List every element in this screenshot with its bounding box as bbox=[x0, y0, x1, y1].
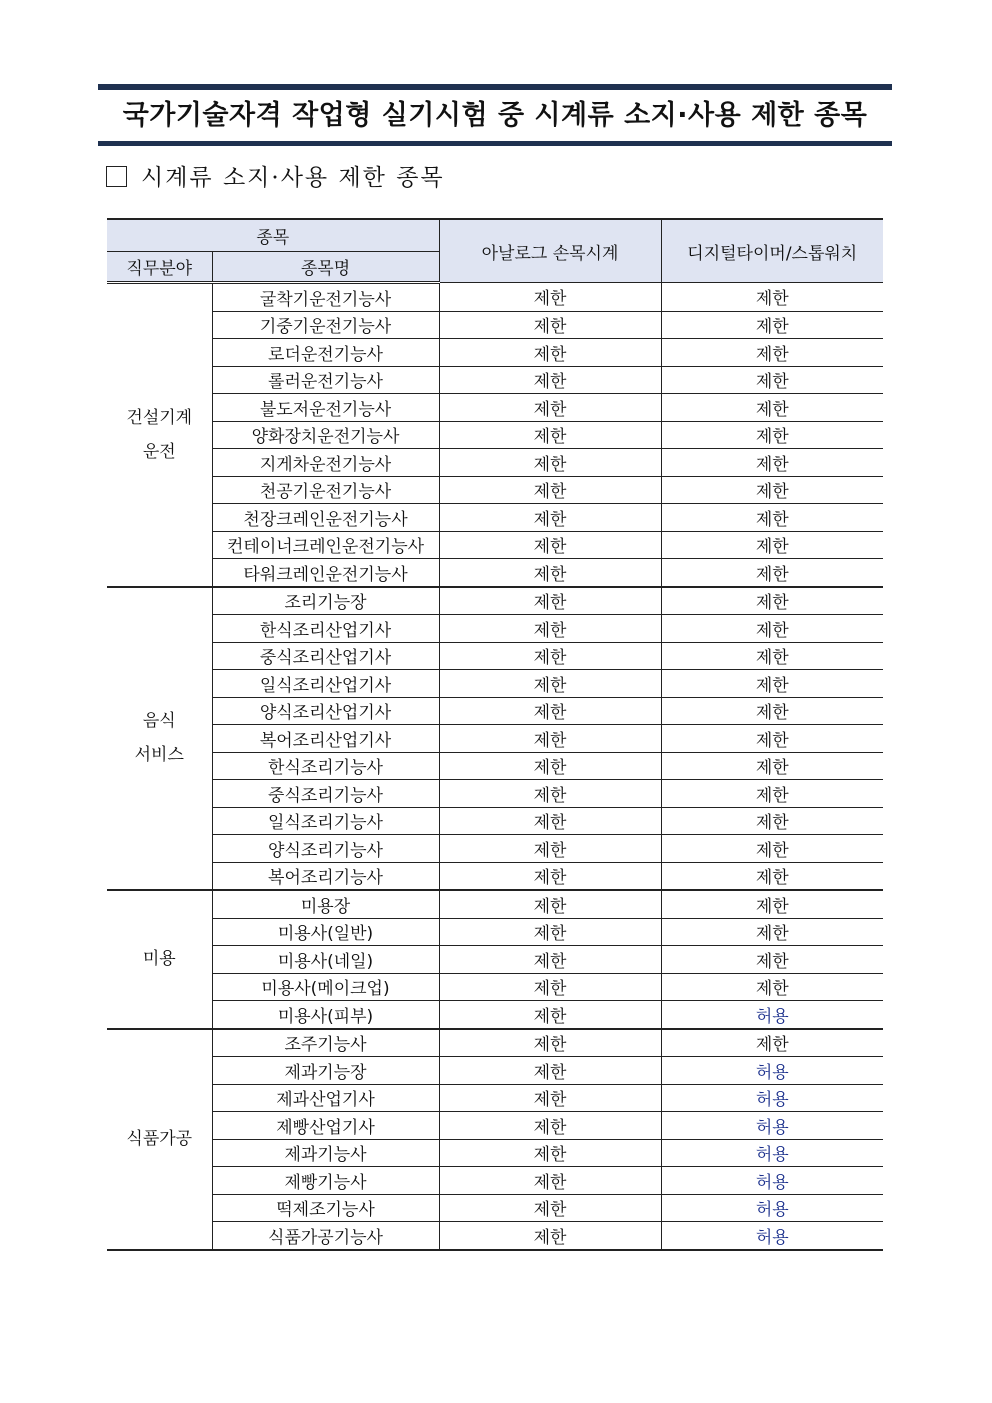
table-row bbox=[107, 1194, 883, 1222]
analog-watch-cell: 제한 bbox=[439, 1112, 661, 1140]
table-row bbox=[107, 890, 883, 918]
table-row bbox=[107, 1167, 883, 1195]
event-name-cell: 조리기능장 bbox=[212, 587, 439, 615]
analog-watch-cell: 제한 bbox=[439, 670, 661, 698]
table-row bbox=[107, 752, 883, 780]
table-row bbox=[107, 1222, 883, 1250]
empty-box-icon bbox=[106, 166, 127, 187]
digital-timer-cell: 제한 bbox=[661, 642, 883, 670]
analog-watch-cell: 제한 bbox=[439, 559, 661, 587]
table-row bbox=[107, 670, 883, 698]
analog-watch-cell: 제한 bbox=[439, 1084, 661, 1112]
event-name-cell: 양화장치운전기능사 bbox=[212, 421, 439, 449]
digital-timer-cell: 허용 bbox=[661, 1167, 883, 1195]
header-event: 종목 bbox=[107, 219, 439, 252]
event-name-cell: 양식조리기능사 bbox=[212, 835, 439, 863]
analog-watch-cell: 제한 bbox=[439, 615, 661, 643]
table-row bbox=[107, 642, 883, 670]
digital-timer-cell: 제한 bbox=[661, 946, 883, 974]
digital-timer-cell: 허용 bbox=[661, 1139, 883, 1167]
event-name-cell: 천공기운전기능사 bbox=[212, 476, 439, 504]
analog-watch-cell: 제한 bbox=[439, 1222, 661, 1250]
digital-timer-cell: 제한 bbox=[661, 366, 883, 394]
event-name-cell: 중식조리산업기사 bbox=[212, 642, 439, 670]
event-name-cell: 제빵산업기사 bbox=[212, 1112, 439, 1140]
table-row bbox=[107, 476, 883, 504]
digital-timer-cell: 허용 bbox=[661, 1222, 883, 1250]
restriction-table bbox=[107, 218, 883, 1251]
analog-watch-cell: 제한 bbox=[439, 504, 661, 532]
analog-watch-cell: 제한 bbox=[439, 890, 661, 918]
table-row bbox=[107, 1112, 883, 1140]
event-name-cell: 롤러운전기능사 bbox=[212, 366, 439, 394]
table-row bbox=[107, 1084, 883, 1112]
table-row bbox=[107, 807, 883, 835]
event-name-cell: 로더운전기능사 bbox=[212, 339, 439, 367]
event-name-cell: 일식조리기능사 bbox=[212, 807, 439, 835]
table-row bbox=[107, 311, 883, 339]
table-row bbox=[107, 862, 883, 890]
table-body bbox=[107, 283, 883, 1250]
analog-watch-cell: 제한 bbox=[439, 725, 661, 753]
analog-watch-cell: 제한 bbox=[439, 752, 661, 780]
digital-timer-cell: 제한 bbox=[661, 670, 883, 698]
event-name-cell: 제빵기능사 bbox=[212, 1167, 439, 1195]
event-name-cell: 미용장 bbox=[212, 890, 439, 918]
analog-watch-cell: 제한 bbox=[439, 531, 661, 559]
event-name-cell: 한식조리산업기사 bbox=[212, 615, 439, 643]
event-name-cell: 조주기능사 bbox=[212, 1029, 439, 1057]
digital-timer-cell: 제한 bbox=[661, 311, 883, 339]
digital-timer-cell: 제한 bbox=[661, 890, 883, 918]
table-row bbox=[107, 449, 883, 477]
header-job-field: 직무분야 bbox=[107, 252, 212, 283]
section-heading: 시계류 소지·사용 제한 종목 bbox=[141, 165, 445, 191]
digital-timer-cell: 제한 bbox=[661, 531, 883, 559]
analog-watch-cell: 제한 bbox=[439, 807, 661, 835]
analog-watch-cell: 제한 bbox=[439, 1057, 661, 1085]
analog-watch-cell: 제한 bbox=[439, 311, 661, 339]
job-field-cell: 건설기계 운전 bbox=[107, 283, 212, 587]
digital-timer-cell: 제한 bbox=[661, 862, 883, 890]
digital-timer-cell: 제한 bbox=[661, 752, 883, 780]
event-name-cell: 지게차운전기능사 bbox=[212, 449, 439, 477]
table-row bbox=[107, 559, 883, 587]
table-row bbox=[107, 1057, 883, 1085]
analog-watch-cell: 제한 bbox=[439, 1139, 661, 1167]
analog-watch-cell: 제한 bbox=[439, 1194, 661, 1222]
analog-watch-cell: 제한 bbox=[439, 587, 661, 615]
event-name-cell: 미용사(피부) bbox=[212, 1001, 439, 1029]
digital-timer-cell: 제한 bbox=[661, 780, 883, 808]
job-field-cell: 미용 bbox=[107, 890, 212, 1029]
analog-watch-cell: 제한 bbox=[439, 835, 661, 863]
digital-timer-cell: 제한 bbox=[661, 504, 883, 532]
event-name-cell: 제과기능사 bbox=[212, 1139, 439, 1167]
analog-watch-cell: 제한 bbox=[439, 642, 661, 670]
digital-timer-cell: 제한 bbox=[661, 1029, 883, 1057]
digital-timer-cell: 제한 bbox=[661, 476, 883, 504]
event-name-cell: 미용사(메이크업) bbox=[212, 973, 439, 1001]
event-name-cell: 양식조리산업기사 bbox=[212, 697, 439, 725]
event-name-cell: 미용사(네일) bbox=[212, 946, 439, 974]
analog-watch-cell: 제한 bbox=[439, 862, 661, 890]
analog-watch-cell: 제한 bbox=[439, 366, 661, 394]
analog-watch-cell: 제한 bbox=[439, 973, 661, 1001]
table-row bbox=[107, 394, 883, 422]
event-name-cell: 복어조리산업기사 bbox=[212, 725, 439, 753]
analog-watch-cell: 제한 bbox=[439, 946, 661, 974]
digital-timer-cell: 제한 bbox=[661, 394, 883, 422]
table-row bbox=[107, 366, 883, 394]
event-name-cell: 제과기능장 bbox=[212, 1057, 439, 1085]
analog-watch-cell: 제한 bbox=[439, 394, 661, 422]
digital-timer-cell: 제한 bbox=[661, 339, 883, 367]
digital-timer-cell: 제한 bbox=[661, 835, 883, 863]
event-name-cell: 불도저운전기능사 bbox=[212, 394, 439, 422]
table-row bbox=[107, 587, 883, 615]
event-name-cell: 중식조리기능사 bbox=[212, 780, 439, 808]
analog-watch-cell: 제한 bbox=[439, 1029, 661, 1057]
table-row bbox=[107, 283, 883, 312]
event-name-cell: 컨테이너크레인운전기능사 bbox=[212, 531, 439, 559]
event-name-cell: 한식조리기능사 bbox=[212, 752, 439, 780]
table-row bbox=[107, 946, 883, 974]
table-row bbox=[107, 1029, 883, 1057]
analog-watch-cell: 제한 bbox=[439, 1167, 661, 1195]
table-row bbox=[107, 615, 883, 643]
job-field-cell: 식품가공 bbox=[107, 1029, 212, 1250]
table-row bbox=[107, 1139, 883, 1167]
job-field-cell: 음식 서비스 bbox=[107, 587, 212, 891]
table-row bbox=[107, 1001, 883, 1029]
analog-watch-cell: 제한 bbox=[439, 339, 661, 367]
digital-timer-cell: 제한 bbox=[661, 973, 883, 1001]
digital-timer-cell: 제한 bbox=[661, 697, 883, 725]
event-name-cell: 기중기운전기능사 bbox=[212, 311, 439, 339]
analog-watch-cell: 제한 bbox=[439, 1001, 661, 1029]
title-bottom-rule bbox=[98, 141, 892, 146]
digital-timer-cell: 허용 bbox=[661, 1001, 883, 1029]
table-row bbox=[107, 835, 883, 863]
event-name-cell: 미용사(일반) bbox=[212, 918, 439, 946]
digital-timer-cell: 제한 bbox=[661, 725, 883, 753]
event-name-cell: 천장크레인운전기능사 bbox=[212, 504, 439, 532]
table-row bbox=[107, 504, 883, 532]
table-row bbox=[107, 339, 883, 367]
analog-watch-cell: 제한 bbox=[439, 421, 661, 449]
event-name-cell: 떡제조기능사 bbox=[212, 1194, 439, 1222]
digital-timer-cell: 제한 bbox=[661, 807, 883, 835]
digital-timer-cell: 제한 bbox=[661, 449, 883, 477]
digital-timer-cell: 제한 bbox=[661, 587, 883, 615]
table-row bbox=[107, 918, 883, 946]
digital-timer-cell: 허용 bbox=[661, 1084, 883, 1112]
header-event-name: 종목명 bbox=[212, 252, 439, 283]
analog-watch-cell: 제한 bbox=[439, 283, 661, 312]
analog-watch-cell: 제한 bbox=[439, 780, 661, 808]
analog-watch-cell: 제한 bbox=[439, 449, 661, 477]
event-name-cell: 복어조리기능사 bbox=[212, 862, 439, 890]
event-name-cell: 식품가공기능사 bbox=[212, 1222, 439, 1250]
table-row bbox=[107, 725, 883, 753]
header-analog-watch: 아날로그 손목시계 bbox=[439, 219, 661, 283]
digital-timer-cell: 허용 bbox=[661, 1112, 883, 1140]
event-name-cell: 타워크레인운전기능사 bbox=[212, 559, 439, 587]
event-name-cell: 제과산업기사 bbox=[212, 1084, 439, 1112]
title-top-rule bbox=[98, 84, 892, 90]
header-digital-timer: 디지털타이머/스톱워치 bbox=[661, 219, 883, 283]
analog-watch-cell: 제한 bbox=[439, 476, 661, 504]
table-row bbox=[107, 421, 883, 449]
event-name-cell: 일식조리산업기사 bbox=[212, 670, 439, 698]
digital-timer-cell: 제한 bbox=[661, 559, 883, 587]
digital-timer-cell: 제한 bbox=[661, 421, 883, 449]
digital-timer-cell: 허용 bbox=[661, 1194, 883, 1222]
table-row bbox=[107, 973, 883, 1001]
event-name-cell: 굴착기운전기능사 bbox=[212, 283, 439, 312]
table-row bbox=[107, 780, 883, 808]
section-heading-wrap bbox=[106, 160, 445, 196]
table-row bbox=[107, 697, 883, 725]
digital-timer-cell: 제한 bbox=[661, 283, 883, 312]
digital-timer-cell: 제한 bbox=[661, 615, 883, 643]
digital-timer-cell: 허용 bbox=[661, 1057, 883, 1085]
analog-watch-cell: 제한 bbox=[439, 918, 661, 946]
table-row bbox=[107, 531, 883, 559]
digital-timer-cell: 제한 bbox=[661, 918, 883, 946]
analog-watch-cell: 제한 bbox=[439, 697, 661, 725]
page-title: 국가기술자격 작업형 실기시험 중 시계류 소지·사용 제한 종목 bbox=[122, 100, 868, 131]
title-banner bbox=[98, 84, 892, 146]
